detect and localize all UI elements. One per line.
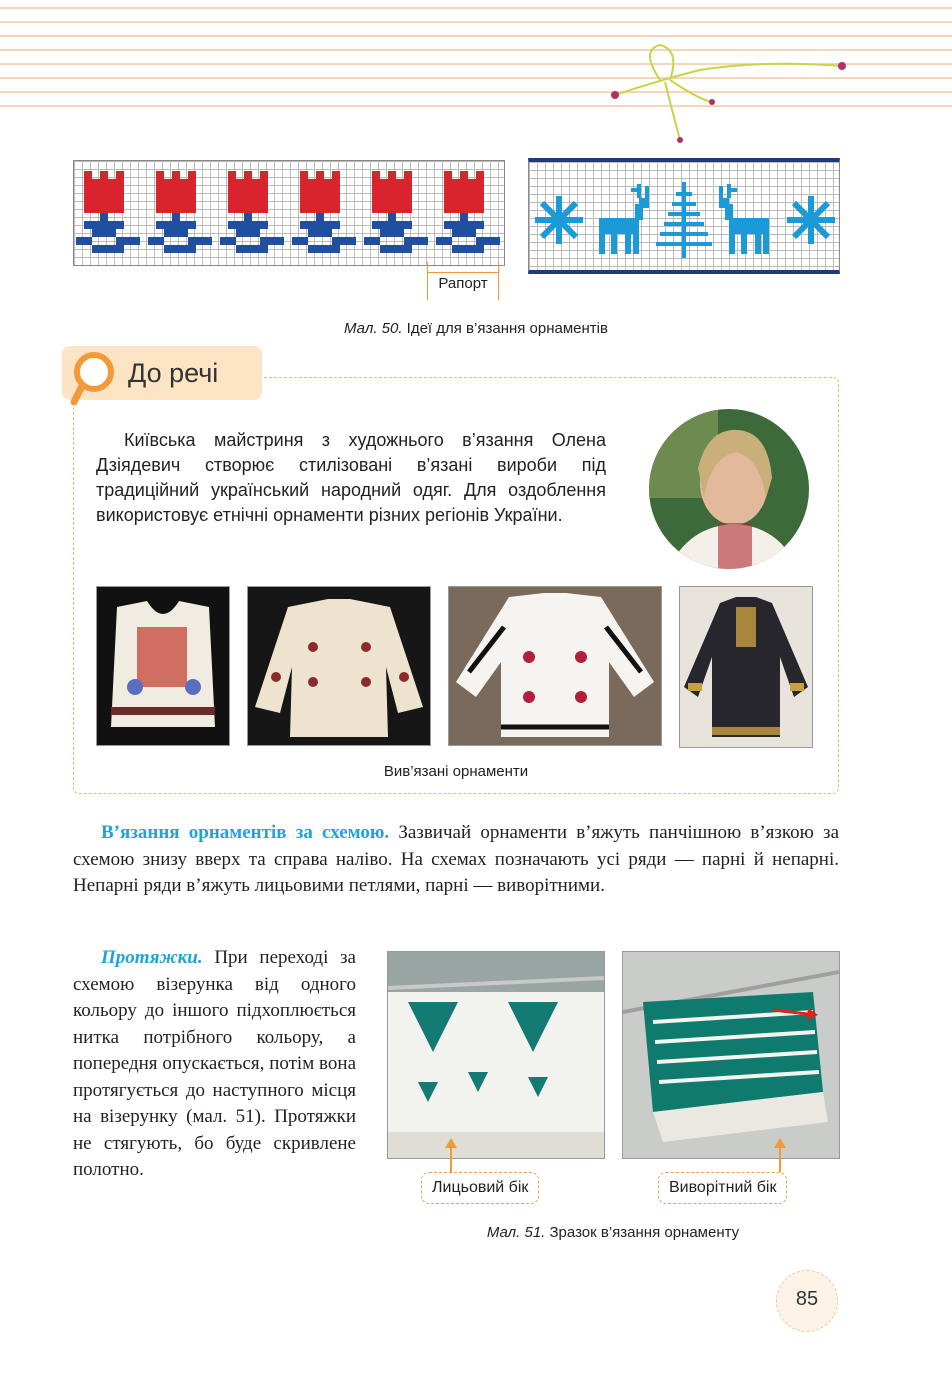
floats-heading: Протяжки. — [101, 947, 203, 968]
front-side-label: Лицьовий бік — [421, 1172, 539, 1204]
tree-icon — [656, 182, 712, 258]
front-arrow-icon — [444, 1138, 458, 1174]
deer-icon — [599, 184, 649, 254]
section-heading: В’язання орнаментів за схемою. — [101, 822, 390, 843]
page-number: 85 — [795, 1288, 819, 1310]
knitted-vest-photo — [96, 586, 230, 746]
knit-front-side-photo — [387, 951, 605, 1159]
figure-50-caption: Мал. 50. Ідеї для в’язання орнаментів — [344, 320, 608, 337]
note-title: До речі — [128, 358, 219, 388]
deer-motif — [529, 162, 839, 262]
tulip-pattern-chart — [73, 160, 505, 266]
floats-paragraph: Протяжки. При переході за схемою візерунка від одного кольору до іншого підхоплюється нитка потрібного кольору, а попередня опускається, потім вона протягується до наступного місця на візерунку (мал. 51). Протяжки не стягують, бо буде скривлене полотно. — [73, 947, 356, 1180]
rapport-label: Рапорт — [438, 275, 488, 292]
snowflake-icon — [535, 196, 583, 244]
back-arrow-icon — [773, 1138, 787, 1174]
note-title-tab — [62, 346, 262, 400]
magnifier-icon — [70, 350, 120, 406]
deer-icon — [719, 184, 769, 254]
rapport-bracket — [427, 262, 499, 300]
note-text: Київська майстриня з художнього в’язання Олена Дзіядевич створює стилізовані в’язані вироби під традиційний український народний одяг. Для оздоблення використовує етнічні орнаменти різних регіонів України. — [96, 430, 606, 525]
header-decoration — [0, 0, 952, 150]
portrait-photo — [648, 408, 810, 570]
section-paragraph: В’язання орнаментів за схемою. Зазвичай орнаменти в’яжуть панчішною в’язкою за схемою знизу вверх та справа наліво. На схемах позначають усі ряди — парні й непарні. Непарні ряди в’яжуть лицьовими петлями, парні — виворітними. — [73, 822, 839, 896]
page-number-badge — [776, 1270, 838, 1332]
knitted-jacket-photo — [247, 586, 431, 746]
back-side-label: Виворітний бік — [658, 1172, 787, 1204]
knit-back-side-photo — [622, 951, 840, 1159]
figure-51-caption: Мал. 51. Зразок в’язання орнаменту — [486, 1224, 740, 1241]
embroidered-coat-photo — [679, 586, 813, 748]
knitted-sweater-photo — [448, 586, 662, 746]
snowflake-icon — [787, 196, 835, 244]
photos-caption: Вив’язані орнаменти — [383, 763, 529, 780]
tulip-motif — [74, 161, 504, 265]
deer-pattern-chart — [528, 158, 840, 274]
